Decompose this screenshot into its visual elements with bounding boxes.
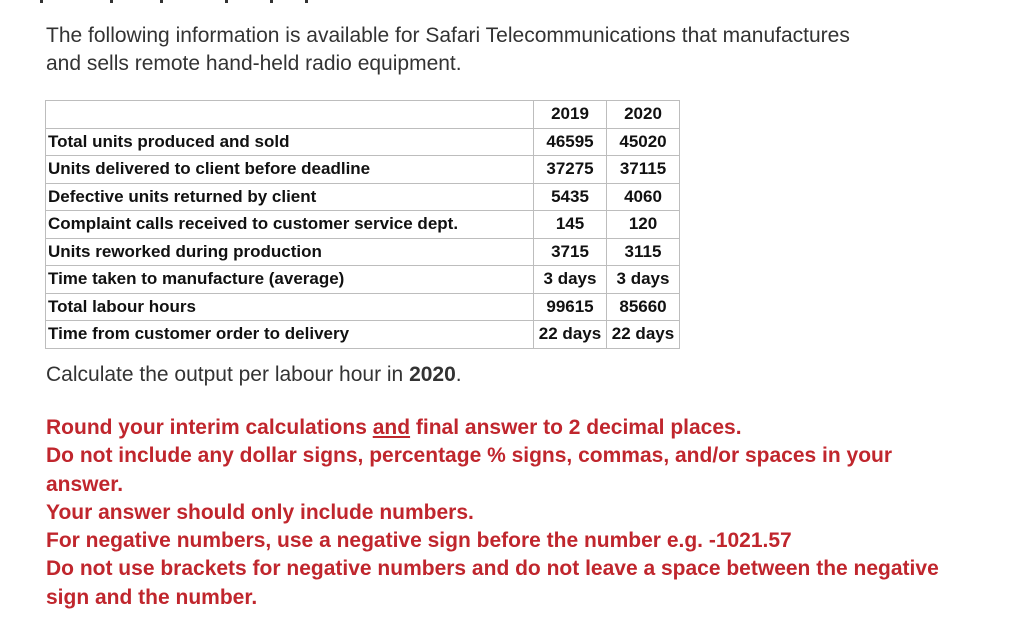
question-prefix: Calculate the output per labour hour in xyxy=(46,363,410,386)
table-row xyxy=(46,321,680,349)
intro-paragraph: The following information is available for Safari Telecommunications that manufactures and sells remote hand-held radio equipment. xyxy=(46,24,850,75)
instruction-numbers-only: Your answer should only include numbers. xyxy=(46,500,474,524)
value-2019: 46595 xyxy=(534,128,607,156)
instruction-rounding-start: Round your interim calculations xyxy=(46,416,373,439)
row-label: Defective units returned by client xyxy=(46,183,534,211)
question-suffix: . xyxy=(455,363,462,386)
table-row xyxy=(46,211,680,239)
question-text xyxy=(46,363,462,387)
value-2019: 22 days xyxy=(534,321,607,349)
cropped-top-marks xyxy=(40,0,440,6)
row-label: Time taken to manufacture (average) xyxy=(46,266,534,294)
table-row xyxy=(46,156,680,184)
value-2019: 5435 xyxy=(534,183,607,211)
row-label: Total units produced and sold xyxy=(46,128,534,156)
instruction-no-symbols: Do not include any dollar signs, percentage % signs, commas, and/or spaces in your answer. xyxy=(46,444,893,496)
value-2020: 37115 xyxy=(607,156,680,184)
value-2019: 99615 xyxy=(534,293,607,321)
row-label: Complaint calls received to customer service dept. xyxy=(46,211,534,239)
table-row xyxy=(46,128,680,156)
row-label: Units delivered to client before deadline xyxy=(46,156,534,184)
row-label: Time from customer order to delivery xyxy=(46,321,534,349)
instruction-rounding xyxy=(46,414,946,442)
table-header-row xyxy=(46,101,680,129)
table-row xyxy=(46,293,680,321)
header-year-2019: 2019 xyxy=(534,101,607,129)
value-2019: 3 days xyxy=(534,266,607,294)
value-2020: 45020 xyxy=(607,128,680,156)
value-2020: 22 days xyxy=(607,321,680,349)
value-2020: 3 days xyxy=(607,266,680,294)
answer-instructions xyxy=(46,414,946,612)
table-row xyxy=(46,238,680,266)
value-2020: 4060 xyxy=(607,183,680,211)
table-row xyxy=(46,183,680,211)
header-empty-cell xyxy=(46,101,534,129)
value-2020: 120 xyxy=(607,211,680,239)
data-table xyxy=(45,100,680,349)
instruction-no-brackets: Do not use brackets for negative numbers and do not leave a space between the negative sign and the number. xyxy=(46,557,939,609)
row-label: Total labour hours xyxy=(46,293,534,321)
header-year-2020: 2020 xyxy=(607,101,680,129)
value-2019: 3715 xyxy=(534,238,607,266)
table-row xyxy=(46,266,680,294)
value-2020: 3115 xyxy=(607,238,680,266)
value-2019: 37275 xyxy=(534,156,607,184)
value-2020: 85660 xyxy=(607,293,680,321)
instruction-negative-sign: For negative numbers, use a negative sign before the number e.g. -1021.57 xyxy=(46,529,792,553)
question-year: 2020 xyxy=(409,363,456,386)
value-2019: 145 xyxy=(534,211,607,239)
instruction-rounding-end: final answer to 2 decimal places. xyxy=(410,416,742,439)
instruction-rounding-and: and xyxy=(372,416,411,439)
row-label: Units reworked during production xyxy=(46,238,534,266)
